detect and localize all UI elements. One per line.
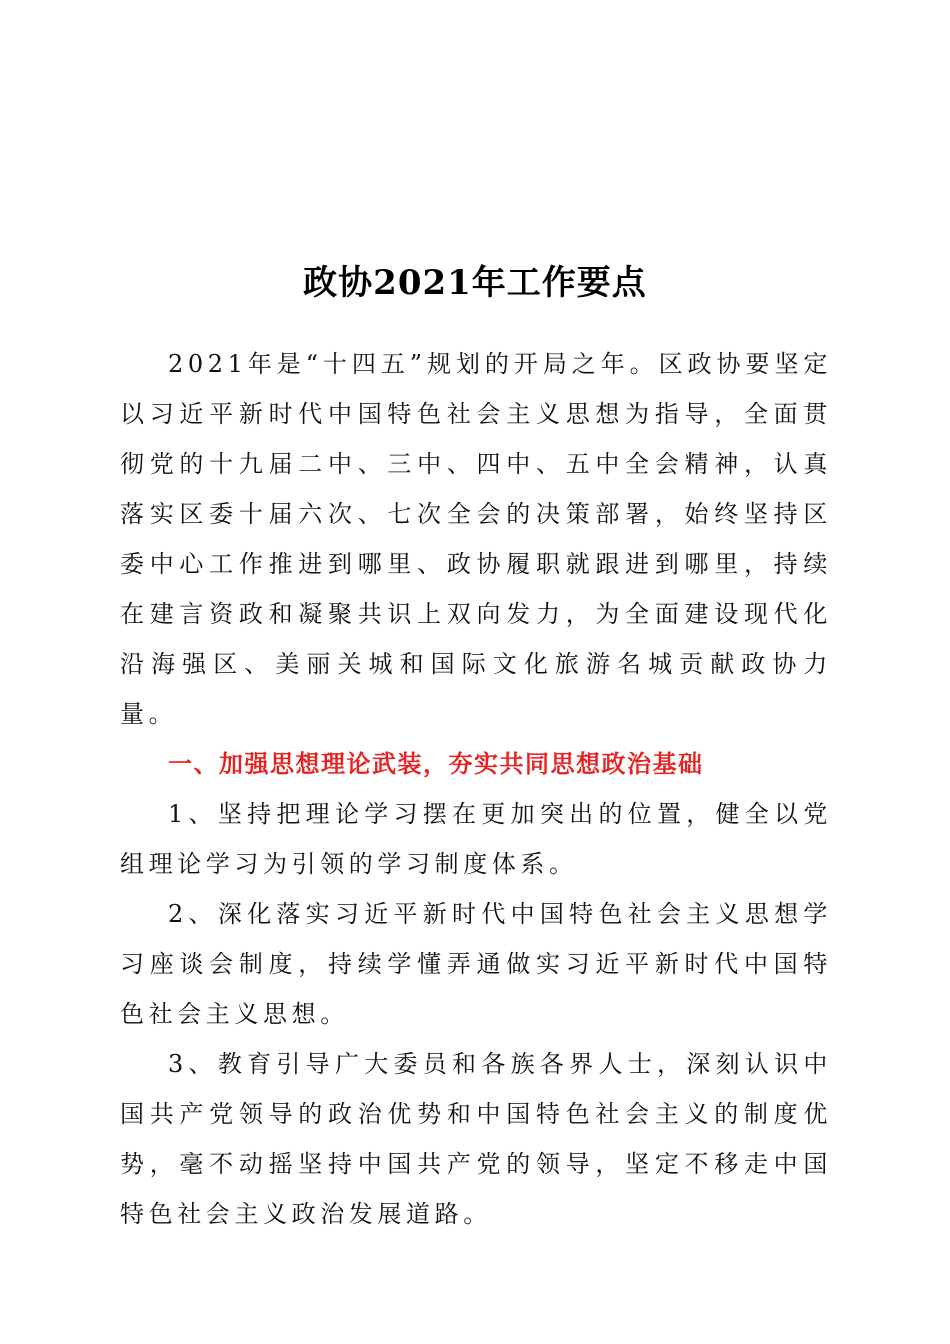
list-item: 2、深化落实习近平新时代中国特色社会主义思想学习座谈会制度，持续学懂弄通做实习近平新时代中国特色社会主义思想。 [120, 900, 832, 1028]
section-heading: 一、加强思想理论武装，夯实共同思想政治基础 [168, 750, 704, 778]
document-title: 政协2021年工作要点 [303, 263, 647, 303]
list-item: 1、坚持把理论学习摆在更加突出的位置，健全以党组理论学习为引领的学习制度体系。 [120, 800, 832, 878]
document-body [120, 339, 832, 1239]
intro-paragraph: 2021年是“十四五”规划的开局之年。区政协要坚定以习近平新时代中国特色社会主义思想为指导，全面贯彻党的十九届二中、三中、四中、五中全会精神，认真落实区委十届六次、七次全会的决策部署，始终坚持区委中心工作推进到哪里、政协履职就跟进到哪里，持续在建言资政和凝聚共识上双向发力，为全面建设现代化沿海强区、美丽关城和国际文化旅游名城贡献政协力量。 [120, 350, 832, 728]
list-item: 3、教育引导广大委员和各族各界人士，深刻认识中国共产党领导的政治优势和中国特色社会主义的制度优势，毫不动摇坚持中国共产党的领导，坚定不移走中国特色社会主义政治发展道路。 [120, 1050, 832, 1228]
